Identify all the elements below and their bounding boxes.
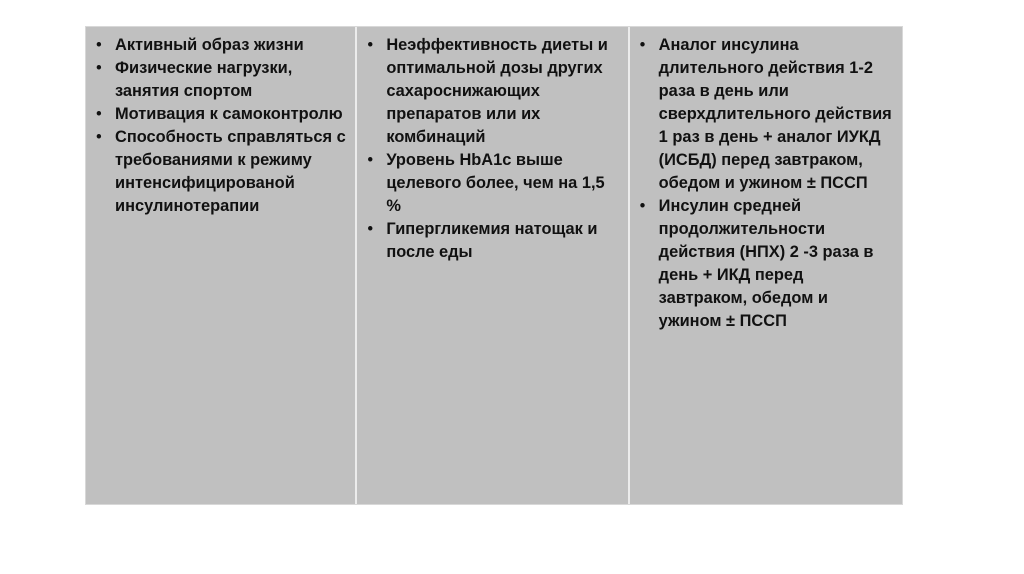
list-item: • Активный образ жизни	[94, 34, 347, 57]
list-item: • Неэффективность диеты и оптимальной дозы других сахароснижающих препаратов или их комбинаций	[365, 34, 619, 149]
table-column-indications	[357, 27, 629, 504]
list-item: • Инсулин средней продолжительности действия (НПХ) 2 -3 раза в день + ИКД перед завтраком, обедом и ужином ± ПССП	[638, 195, 894, 333]
bullet-list	[638, 34, 894, 333]
list-item: • Физические нагрузки, занятия спортом	[94, 57, 347, 103]
list-item: • Мотивация к самоконтролю	[94, 103, 347, 126]
list-item: • Гипергликемия натощак и после еды	[365, 218, 619, 264]
list-item: • Аналог инсулина длительного действия 1-2 раза в день или сверхдлительного действия 1 раз в день + аналог ИУКД (ИСБД) перед завтраком, обедом и ужином ± ПССП	[638, 34, 894, 195]
table-column-regimens	[630, 27, 902, 504]
bullet-list	[365, 34, 619, 264]
bullet-list	[94, 34, 347, 218]
list-item: • Способность справляться с требованиями к режиму интенсифицированой инсулинотерапии	[94, 126, 347, 218]
content-table	[85, 26, 903, 505]
table-column-lifestyle	[86, 27, 357, 504]
list-item: • Уровень HbA1c выше целевого более, чем на 1,5 %	[365, 149, 619, 218]
